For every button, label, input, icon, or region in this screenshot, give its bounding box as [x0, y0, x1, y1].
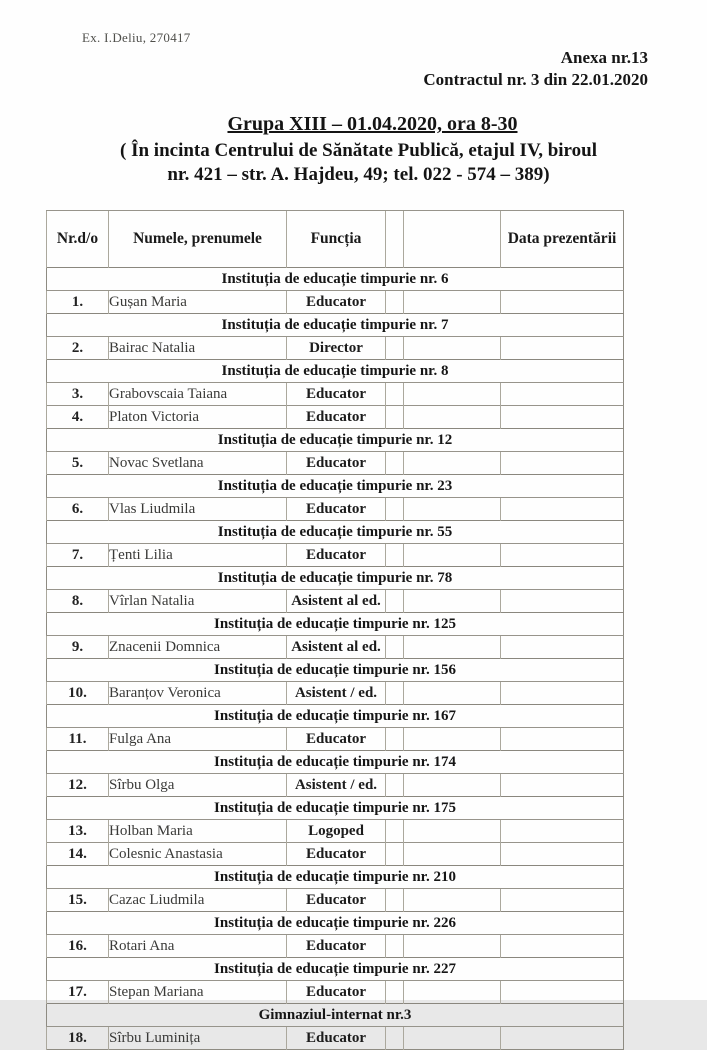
- entry-blank-narrow: [386, 544, 404, 567]
- roster-table-header: [47, 211, 624, 268]
- institution-label: Gimnaziul-internat nr.3: [47, 1004, 624, 1027]
- entry-name: Bairac Natalia: [109, 337, 287, 360]
- entry-function: Logoped: [287, 820, 386, 843]
- entry-name: Vlas Liudmila: [109, 498, 287, 521]
- entry-blank-wide: [404, 590, 501, 613]
- entry-number: 1.: [47, 291, 109, 314]
- roster-table-body: [47, 268, 624, 1050]
- institution-section-row: [47, 958, 624, 981]
- institution-label: Instituția de educație timpurie nr. 78: [47, 567, 624, 590]
- group-title: Grupa XIII – 01.04.2020, ora 8-30: [227, 113, 518, 135]
- entry-name: Vîrlan Natalia: [109, 590, 287, 613]
- annex-block: [423, 47, 648, 91]
- roster-entry-row: [47, 406, 624, 429]
- entry-name: Stepan Mariana: [109, 981, 287, 1004]
- entry-number: 12.: [47, 774, 109, 797]
- entry-blank-narrow: [386, 843, 404, 866]
- entry-blank-narrow: [386, 590, 404, 613]
- entry-number: 4.: [47, 406, 109, 429]
- entry-number: 2.: [47, 337, 109, 360]
- entry-date-blank: [501, 935, 624, 958]
- entry-blank-narrow: [386, 820, 404, 843]
- institution-label: Instituția de educație timpurie nr. 23: [47, 475, 624, 498]
- entry-number: 14.: [47, 843, 109, 866]
- entry-function: Educator: [287, 383, 386, 406]
- roster-entry-row: [47, 291, 624, 314]
- location-line-1: ( În incinta Centrului de Sănătate Publică, etajul IV, biroul: [120, 140, 597, 161]
- entry-function: Educator: [287, 291, 386, 314]
- header-blank-narrow: [386, 211, 404, 268]
- entry-blank-narrow: [386, 383, 404, 406]
- entry-blank-wide: [404, 291, 501, 314]
- institution-section-row: [47, 797, 624, 820]
- entry-date-blank: [501, 498, 624, 521]
- roster-entry-row: [47, 590, 624, 613]
- entry-name: Novac Svetlana: [109, 452, 287, 475]
- roster-entry-row: [47, 544, 624, 567]
- institution-label: Instituția de educație timpurie nr. 226: [47, 912, 624, 935]
- entry-number: 7.: [47, 544, 109, 567]
- entry-name: Rotari Ana: [109, 935, 287, 958]
- institution-label: Instituția de educație timpurie nr. 210: [47, 866, 624, 889]
- entry-name: Holban Maria: [109, 820, 287, 843]
- entry-date-blank: [501, 820, 624, 843]
- entry-function: Director: [287, 337, 386, 360]
- entry-blank-narrow: [386, 682, 404, 705]
- entry-blank-narrow: [386, 728, 404, 751]
- entry-date-blank: [501, 728, 624, 751]
- entry-function: Educator: [287, 728, 386, 751]
- entry-function: Educator: [287, 406, 386, 429]
- entry-blank-narrow: [386, 935, 404, 958]
- entry-function: Asistent al ed.: [287, 590, 386, 613]
- institution-label: Instituția de educație timpurie nr. 174: [47, 751, 624, 774]
- entry-blank-narrow: [386, 981, 404, 1004]
- roster-entry-row: [47, 452, 624, 475]
- entry-blank-wide: [404, 498, 501, 521]
- entry-date-blank: [501, 383, 624, 406]
- entry-function: Asistent al ed.: [287, 636, 386, 659]
- entry-function: Educator: [287, 498, 386, 521]
- location-line-2: nr. 421 – str. A. Hajdeu, 49; tel. 022 - 574 – 389): [167, 164, 550, 185]
- institution-label: Instituția de educație timpurie nr. 6: [47, 268, 624, 291]
- roster-entry-row: [47, 981, 624, 1004]
- entry-blank-wide: [404, 636, 501, 659]
- entry-blank-wide: [404, 820, 501, 843]
- entry-date-blank: [501, 291, 624, 314]
- entry-name: Cazac Liudmila: [109, 889, 287, 912]
- entry-blank-wide: [404, 889, 501, 912]
- entry-number: 3.: [47, 383, 109, 406]
- header-row: [47, 211, 624, 268]
- entry-date-blank: [501, 406, 624, 429]
- entry-blank-narrow: [386, 406, 404, 429]
- entry-blank-wide: [404, 981, 501, 1004]
- institution-section-row: [47, 567, 624, 590]
- institution-label: Instituția de educație timpurie nr. 8: [47, 360, 624, 383]
- entry-blank-wide: [404, 682, 501, 705]
- entry-name: Colesnic Anastasia: [109, 843, 287, 866]
- executor-note: Ex. I.Deliu, 270417: [82, 30, 191, 45]
- annex-number: Anexa nr.13: [560, 48, 648, 67]
- institution-label: Instituția de educație timpurie nr. 12: [47, 429, 624, 452]
- institution-section-row: [47, 268, 624, 291]
- institution-label: Instituția de educație timpurie nr. 175: [47, 797, 624, 820]
- entry-blank-wide: [404, 452, 501, 475]
- entry-number: 10.: [47, 682, 109, 705]
- roster-entry-row: [47, 820, 624, 843]
- contract-reference: Contractul nr. 3 din 22.01.2020: [423, 70, 648, 89]
- entry-date-blank: [501, 590, 624, 613]
- roster-entry-row: [47, 636, 624, 659]
- entry-number: 18.: [47, 1027, 109, 1050]
- header-date: Data prezentării: [501, 211, 624, 268]
- entry-date-blank: [501, 981, 624, 1004]
- entry-function: Educator: [287, 889, 386, 912]
- entry-number: 13.: [47, 820, 109, 843]
- entry-date-blank: [501, 337, 624, 360]
- roster-entry-row: [47, 728, 624, 751]
- roster-entry-row: [47, 889, 624, 912]
- entry-date-blank: [501, 636, 624, 659]
- institution-label: Instituția de educație timpurie nr. 167: [47, 705, 624, 728]
- entry-date-blank: [501, 889, 624, 912]
- roster-entry-row: [47, 843, 624, 866]
- entry-name: Gușan Maria: [109, 291, 287, 314]
- institution-section-row: [47, 314, 624, 337]
- roster-entry-row: [47, 774, 624, 797]
- roster-table: [46, 210, 624, 1050]
- institution-label: Instituția de educație timpurie nr. 7: [47, 314, 624, 337]
- roster-entry-row: [47, 682, 624, 705]
- institution-section-row: [47, 705, 624, 728]
- institution-section-row: [47, 475, 624, 498]
- roster-entry-row: [47, 1027, 624, 1050]
- entry-function: Educator: [287, 1027, 386, 1050]
- institution-section-row: [47, 659, 624, 682]
- entry-blank-wide: [404, 406, 501, 429]
- institution-section-row: [47, 429, 624, 452]
- entry-date-blank: [501, 774, 624, 797]
- entry-blank-wide: [404, 337, 501, 360]
- entry-blank-narrow: [386, 452, 404, 475]
- institution-label: Instituția de educație timpurie nr. 55: [47, 521, 624, 544]
- header-blank-wide: [404, 211, 501, 268]
- entry-blank-wide: [404, 1027, 501, 1050]
- header-nr: Nr.d/o: [47, 211, 109, 268]
- entry-number: 16.: [47, 935, 109, 958]
- entry-date-blank: [501, 682, 624, 705]
- entry-date-blank: [501, 452, 624, 475]
- entry-function: Educator: [287, 981, 386, 1004]
- roster-entry-row: [47, 383, 624, 406]
- entry-blank-narrow: [386, 636, 404, 659]
- entry-number: 5.: [47, 452, 109, 475]
- entry-blank-wide: [404, 383, 501, 406]
- entry-name: Baranțov Veronica: [109, 682, 287, 705]
- entry-name: Sîrbu Olga: [109, 774, 287, 797]
- entry-function: Asistent / ed.: [287, 682, 386, 705]
- header-name: Numele, prenumele: [109, 211, 287, 268]
- institution-label: Instituția de educație timpurie nr. 156: [47, 659, 624, 682]
- entry-date-blank: [501, 843, 624, 866]
- institution-section-row: [47, 360, 624, 383]
- entry-blank-narrow: [386, 337, 404, 360]
- entry-function: Educator: [287, 843, 386, 866]
- entry-blank-wide: [404, 774, 501, 797]
- entry-blank-narrow: [386, 889, 404, 912]
- institution-section-row: [47, 866, 624, 889]
- entry-name: Platon Victoria: [109, 406, 287, 429]
- entry-number: 9.: [47, 636, 109, 659]
- entry-name: Țenti Lilia: [109, 544, 287, 567]
- entry-number: 15.: [47, 889, 109, 912]
- roster-entry-row: [47, 337, 624, 360]
- institution-label: Instituția de educație timpurie nr. 227: [47, 958, 624, 981]
- institution-section-row: [47, 751, 624, 774]
- institution-section-row: [47, 912, 624, 935]
- entry-number: 17.: [47, 981, 109, 1004]
- institution-section-row: [47, 1004, 624, 1027]
- entry-blank-narrow: [386, 291, 404, 314]
- entry-number: 6.: [47, 498, 109, 521]
- entry-blank-wide: [404, 544, 501, 567]
- entry-date-blank: [501, 544, 624, 567]
- entry-blank-narrow: [386, 1027, 404, 1050]
- entry-function: Educator: [287, 452, 386, 475]
- entry-function: Educator: [287, 544, 386, 567]
- entry-function: Asistent / ed.: [287, 774, 386, 797]
- entry-blank-narrow: [386, 774, 404, 797]
- institution-section-row: [47, 521, 624, 544]
- entry-name: Grabovscaia Taiana: [109, 383, 287, 406]
- entry-blank-wide: [404, 728, 501, 751]
- institution-label: Instituția de educație timpurie nr. 125: [47, 613, 624, 636]
- roster-entry-row: [47, 935, 624, 958]
- entry-blank-wide: [404, 843, 501, 866]
- entry-date-blank: [501, 1027, 624, 1050]
- entry-blank-narrow: [386, 498, 404, 521]
- entry-number: 8.: [47, 590, 109, 613]
- heading-block: [30, 113, 687, 187]
- entry-function: Educator: [287, 935, 386, 958]
- entry-blank-wide: [404, 935, 501, 958]
- entry-name: Znacenii Domnica: [109, 636, 287, 659]
- entry-name: Fulga Ana: [109, 728, 287, 751]
- entry-number: 11.: [47, 728, 109, 751]
- roster-entry-row: [47, 498, 624, 521]
- entry-name: Sîrbu Luminița: [109, 1027, 287, 1050]
- institution-section-row: [47, 613, 624, 636]
- header-function: Funcția: [287, 211, 386, 268]
